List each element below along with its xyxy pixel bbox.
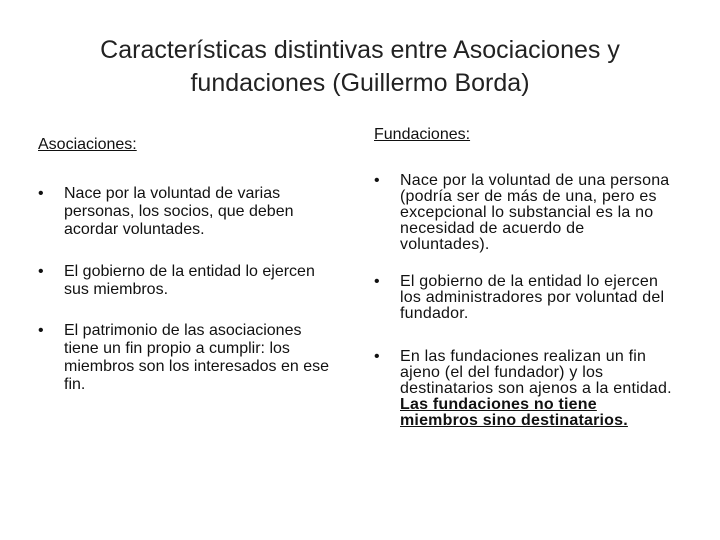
asociaciones-column <box>38 136 338 394</box>
fundaciones-column <box>374 126 674 429</box>
list-item-text: Nace por la voluntad de varias personas, los socios, que deben acordar voluntades. <box>64 185 294 238</box>
list-item-text: En las fundaciones realizan un fin ajeno (el del fundador) y los destinatarios son ajenos a la entidad. <box>400 348 672 397</box>
bullet-marker: • <box>38 263 44 280</box>
bullet-marker: • <box>374 273 380 290</box>
slide-title-line-1: Características distintivas entre Asociaciones y <box>100 36 620 64</box>
list-item <box>374 349 674 429</box>
list-item <box>374 274 674 322</box>
fundaciones-heading: Fundaciones: <box>374 126 471 143</box>
list-item-text: El gobierno de la entidad lo ejercen los administradores por voluntad del fundador. <box>400 273 665 322</box>
bullet-marker: • <box>374 172 380 189</box>
list-item-text: El gobierno de la entidad lo ejercen sus miembros. <box>64 263 315 298</box>
slide-title-line-2: fundaciones (Guillermo Borda) <box>190 69 530 97</box>
list-item <box>38 185 338 239</box>
list-item-text: Nace por la voluntad de una persona (podría ser de más de una, pero es excepcional lo substancial es la no necesidad de acuerdo de voluntades). <box>400 172 670 253</box>
fundaciones-list <box>374 173 674 429</box>
bullet-marker: • <box>38 322 44 339</box>
list-item-text: El patrimonio de las asociaciones tiene un fin propio a cumplir: los miembros son los interesados en ese fin. <box>64 322 330 393</box>
bullet-marker: • <box>38 185 44 202</box>
list-item <box>38 322 338 394</box>
slide-title <box>60 34 660 100</box>
asociaciones-list <box>38 185 338 394</box>
asociaciones-heading: Asociaciones: <box>38 136 137 153</box>
emphasis-text: Las fundaciones no tiene miembros sino destinatarios. <box>400 396 628 429</box>
list-item <box>38 263 338 299</box>
bullet-marker: • <box>374 348 380 365</box>
list-item <box>374 173 674 253</box>
